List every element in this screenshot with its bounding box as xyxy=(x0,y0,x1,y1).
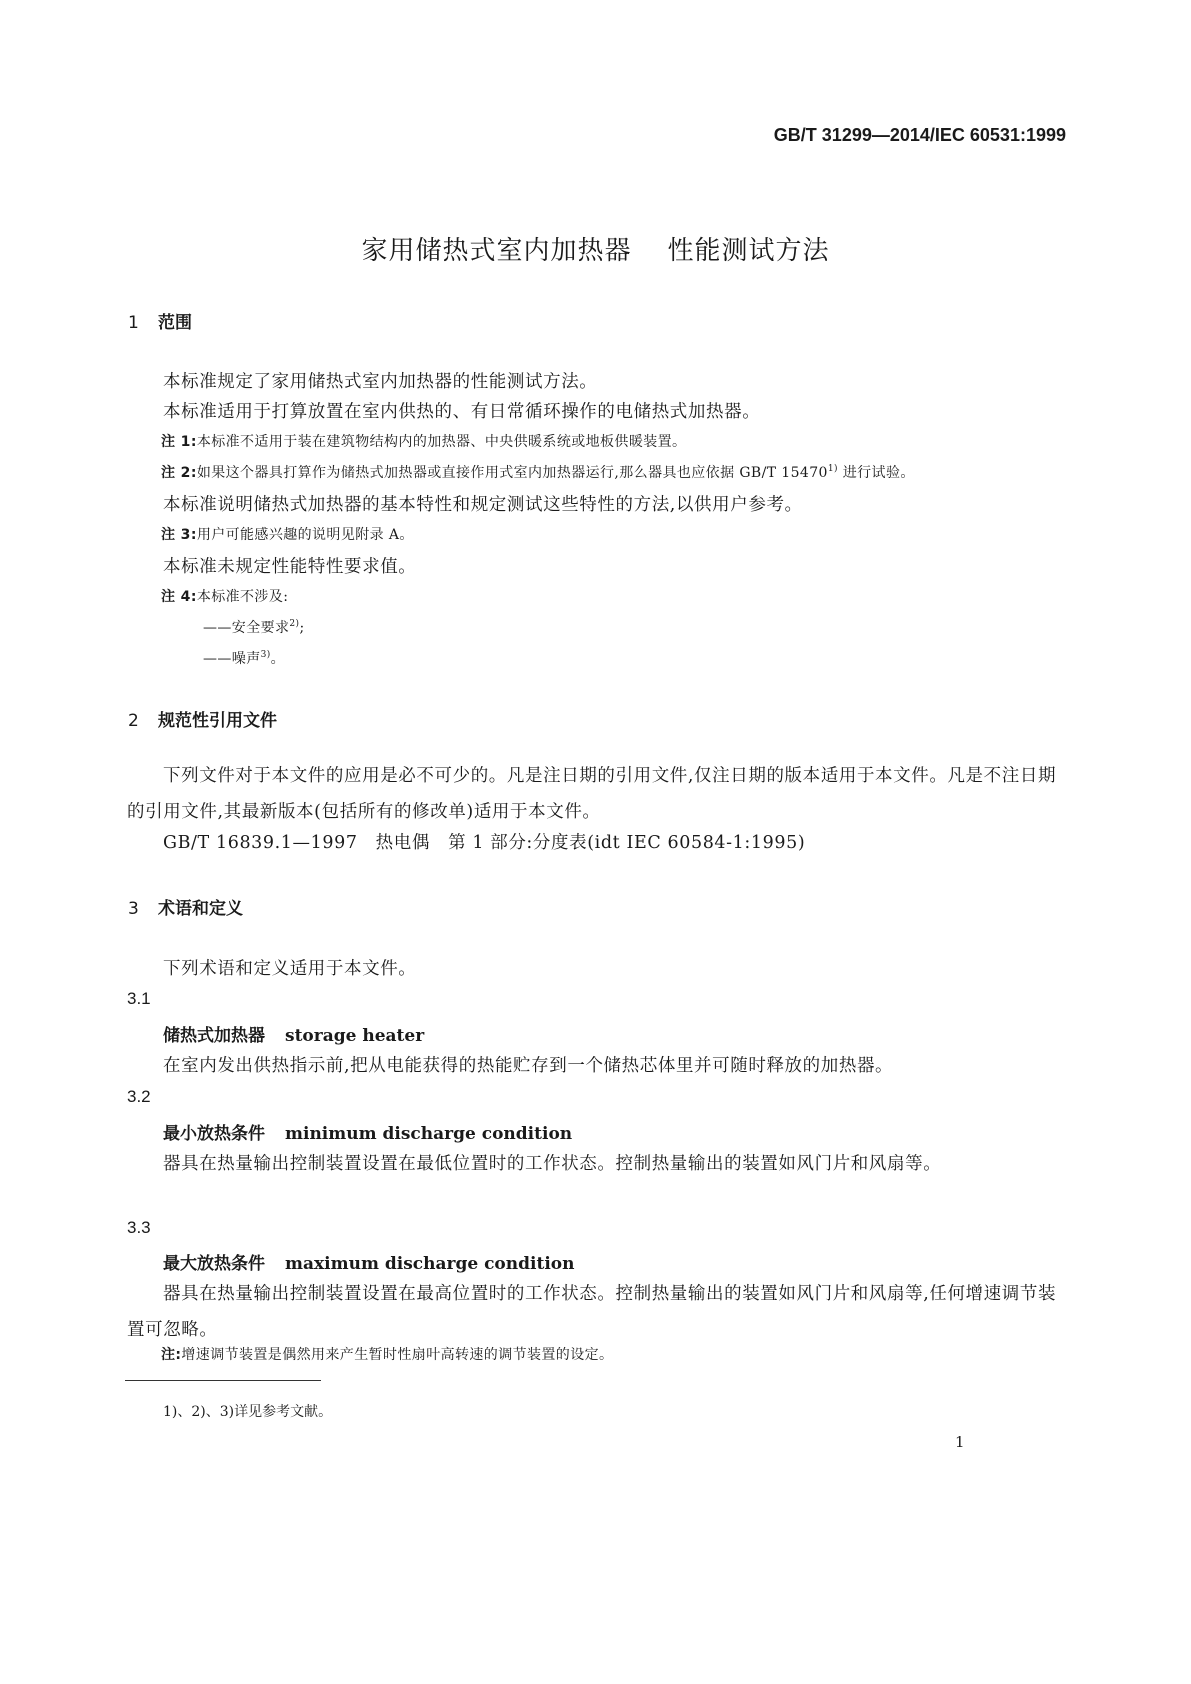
footnote-separator xyxy=(125,1380,321,1381)
term-definition: 在室内发出供热指示前,把从电能获得的热能贮存到一个储热芯体里并可随时释放的加热器。 xyxy=(163,1056,894,1076)
section-3-heading xyxy=(128,894,243,919)
document-title xyxy=(0,230,1191,267)
title-part2: 性能测试方法 xyxy=(667,236,830,266)
term-zh: 最大放热条件 xyxy=(163,1254,265,1274)
standard-code: GB/T 31299—2014/IEC 60531:1999 xyxy=(773,125,1066,145)
note-label: 注 1: xyxy=(161,434,197,450)
term-zh: 最小放热条件 xyxy=(163,1124,265,1144)
note-text: 如果这个器具打算作为储热式加热器或直接作用式室内加热器运行,那么器具也应依据 GB/T 15470 xyxy=(196,465,828,481)
section-2-heading xyxy=(128,706,277,731)
clause-number: 3.1 xyxy=(127,989,151,1008)
note-3 xyxy=(161,524,414,544)
footnote-ref: 3) xyxy=(260,650,271,660)
section-title: 范围 xyxy=(158,313,192,333)
section-number: 1 xyxy=(128,313,139,333)
section-title: 规范性引用文件 xyxy=(158,711,277,731)
term-en: minimum discharge condition xyxy=(285,1124,573,1144)
paragraph: 本标准说明储热式加热器的基本特性和规定测试这些特性的方法,以供用户参考。 xyxy=(163,495,803,515)
page-number: 1 xyxy=(955,1433,965,1451)
clause-number: 3.3 xyxy=(127,1218,151,1237)
normative-reference: GB/T 16839.1—1997 热电偶 第 1 部分:分度表(idt IEC 60584-1:1995) xyxy=(163,833,806,853)
paragraph: 本标准适用于打算放置在室内供热的、有日常循环操作的电储热式加热器。 xyxy=(163,402,761,422)
paragraph: 下列文件对于本文件的应用是必不可少的。凡是注日期的引用文件,仅注日期的版本适用于本文件。凡是不注日期的引用文件,其最新版本(包括所有的修改单)适用于本文件。 xyxy=(127,766,1057,822)
paragraph: 下列术语和定义适用于本文件。 xyxy=(163,959,417,979)
footnote: 1)、2)、3)详见参考文献。 xyxy=(163,1404,333,1420)
term-storage-heater xyxy=(163,1021,424,1046)
term-definition: 器具在热量输出控制装置设置在最低位置时的工作状态。控制热量输出的装置如风门片和风扇等。 xyxy=(163,1154,942,1174)
section-1-heading xyxy=(128,308,192,333)
term-en: storage heater xyxy=(285,1026,425,1046)
term-maximum-discharge xyxy=(163,1249,574,1274)
term-zh: 储热式加热器 xyxy=(163,1026,265,1046)
note-text-tail: 进行试验。 xyxy=(837,465,915,481)
section-number: 2 xyxy=(128,711,139,731)
term-minimum-discharge xyxy=(163,1119,572,1144)
note-list-item: ——安全要求$^{2)}$; xyxy=(203,619,305,636)
note-2 xyxy=(161,462,915,482)
section-title: 术语和定义 xyxy=(158,899,243,919)
paragraph: 本标准未规定性能特性要求值。 xyxy=(163,557,417,577)
clause-number: 3.2 xyxy=(127,1087,151,1106)
footnote-ref: 2) xyxy=(289,619,300,629)
note-4 xyxy=(161,586,288,606)
note-text: 本标准不涉及: xyxy=(196,589,289,605)
note-label: 注: xyxy=(161,1347,182,1363)
title-part1: 家用储热式室内加热器 xyxy=(361,236,632,266)
note xyxy=(161,1344,613,1364)
section-number: 3 xyxy=(128,899,139,919)
paragraph: 本标准规定了家用储热式室内加热器的性能测试方法。 xyxy=(163,372,598,392)
note-label: 注 4: xyxy=(161,589,197,605)
note-text: 用户可能感兴趣的说明见附录 A。 xyxy=(196,527,414,543)
note-label: 注 2: xyxy=(161,465,197,481)
note-label: 注 3: xyxy=(161,527,197,543)
footnote-ref: 1) xyxy=(827,464,838,474)
note-text: 增速调节装置是偶然用来产生暂时性扇叶高转速的调节装置的设定。 xyxy=(181,1347,614,1363)
note-list-item: ——噪声$^{3)}$。 xyxy=(203,650,286,667)
term-en: maximum discharge condition xyxy=(285,1254,575,1274)
note-text: 本标准不适用于装在建筑物结构内的加热器、中央供暖系统或地板供暖装置。 xyxy=(196,434,687,450)
note-1 xyxy=(161,431,686,451)
term-definition: 器具在热量输出控制装置设置在最高位置时的工作状态。控制热量输出的装置如风门片和风扇等,任何增速调节装置可忽略。 xyxy=(127,1284,1057,1340)
